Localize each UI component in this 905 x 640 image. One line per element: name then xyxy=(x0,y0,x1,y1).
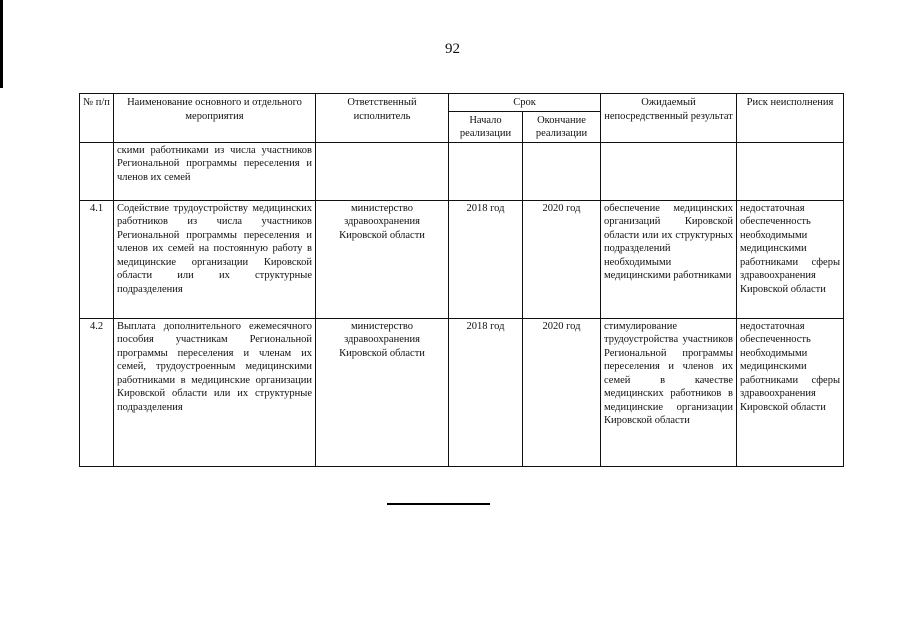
cell-result xyxy=(601,142,737,200)
continuation-row xyxy=(80,142,844,200)
cell-start xyxy=(449,142,523,200)
cell-end: 2020 год xyxy=(523,318,601,466)
cell-num: 4.1 xyxy=(80,200,114,318)
header-num: № п/п xyxy=(80,94,114,143)
header-end: Окончание реализации xyxy=(523,111,601,142)
cell-result: стимулирование трудоустройства участников Региональной программы переселения и членов их семей в качестве медицинских работников в медицинские организации Кировской области xyxy=(601,318,737,466)
cell-start: 2018 год xyxy=(449,318,523,466)
table-row xyxy=(80,318,844,466)
cell-executor: министерство здравоохранения Кировской области xyxy=(316,318,449,466)
cell-num xyxy=(80,142,114,200)
cell-start: 2018 год xyxy=(449,200,523,318)
cell-result: обеспечение медицинских организаций Кировской области или их структурных подразделений необходимыми медицинскими работниками xyxy=(601,200,737,318)
cell-name: Содействие трудоустройству медицинских работников из числа участников Региональной программы переселения и членов их семей на постоянную работу в медицинские организации Кировской области или их структурные подразделения xyxy=(114,200,316,318)
header-term: Срок xyxy=(449,94,601,112)
closing-rule xyxy=(387,503,490,505)
cell-risk xyxy=(737,142,844,200)
cell-risk: недостаточная обеспеченность необходимыми медицинскими работниками сферы здравоохранения Кировской области xyxy=(737,200,844,318)
cell-num: 4.2 xyxy=(80,318,114,466)
table-row xyxy=(80,200,844,318)
cell-end xyxy=(523,142,601,200)
cell-name: скими работниками из числа участников Региональной программы переселения и членов их семей xyxy=(114,142,316,200)
header-start: Начало реализации xyxy=(449,111,523,142)
cell-end: 2020 год xyxy=(523,200,601,318)
cell-executor xyxy=(316,142,449,200)
header-risk: Риск неисполнения xyxy=(737,94,844,143)
header-row-1 xyxy=(80,94,844,112)
cell-risk: недостаточная обеспеченность необходимыми медицинскими работниками сферы здравоохранения Кировской области xyxy=(737,318,844,466)
cell-executor: министерство здравоохранения Кировской области xyxy=(316,200,449,318)
header-result: Ожидаемый непосредственный результат xyxy=(601,94,737,143)
page-number: 92 xyxy=(445,41,460,57)
cell-name: Выплата дополнительного ежемесячного пособия участникам Региональной программы переселения и членам их семей, трудоустроенным медицинскими работниками в медицинские организации Кировской области или их структурные подразделения xyxy=(114,318,316,466)
header-executor: Ответственный исполнитель xyxy=(316,94,449,143)
header-name: Наименование основного и отдельного мероприятия xyxy=(114,94,316,143)
measures-table xyxy=(79,93,844,467)
